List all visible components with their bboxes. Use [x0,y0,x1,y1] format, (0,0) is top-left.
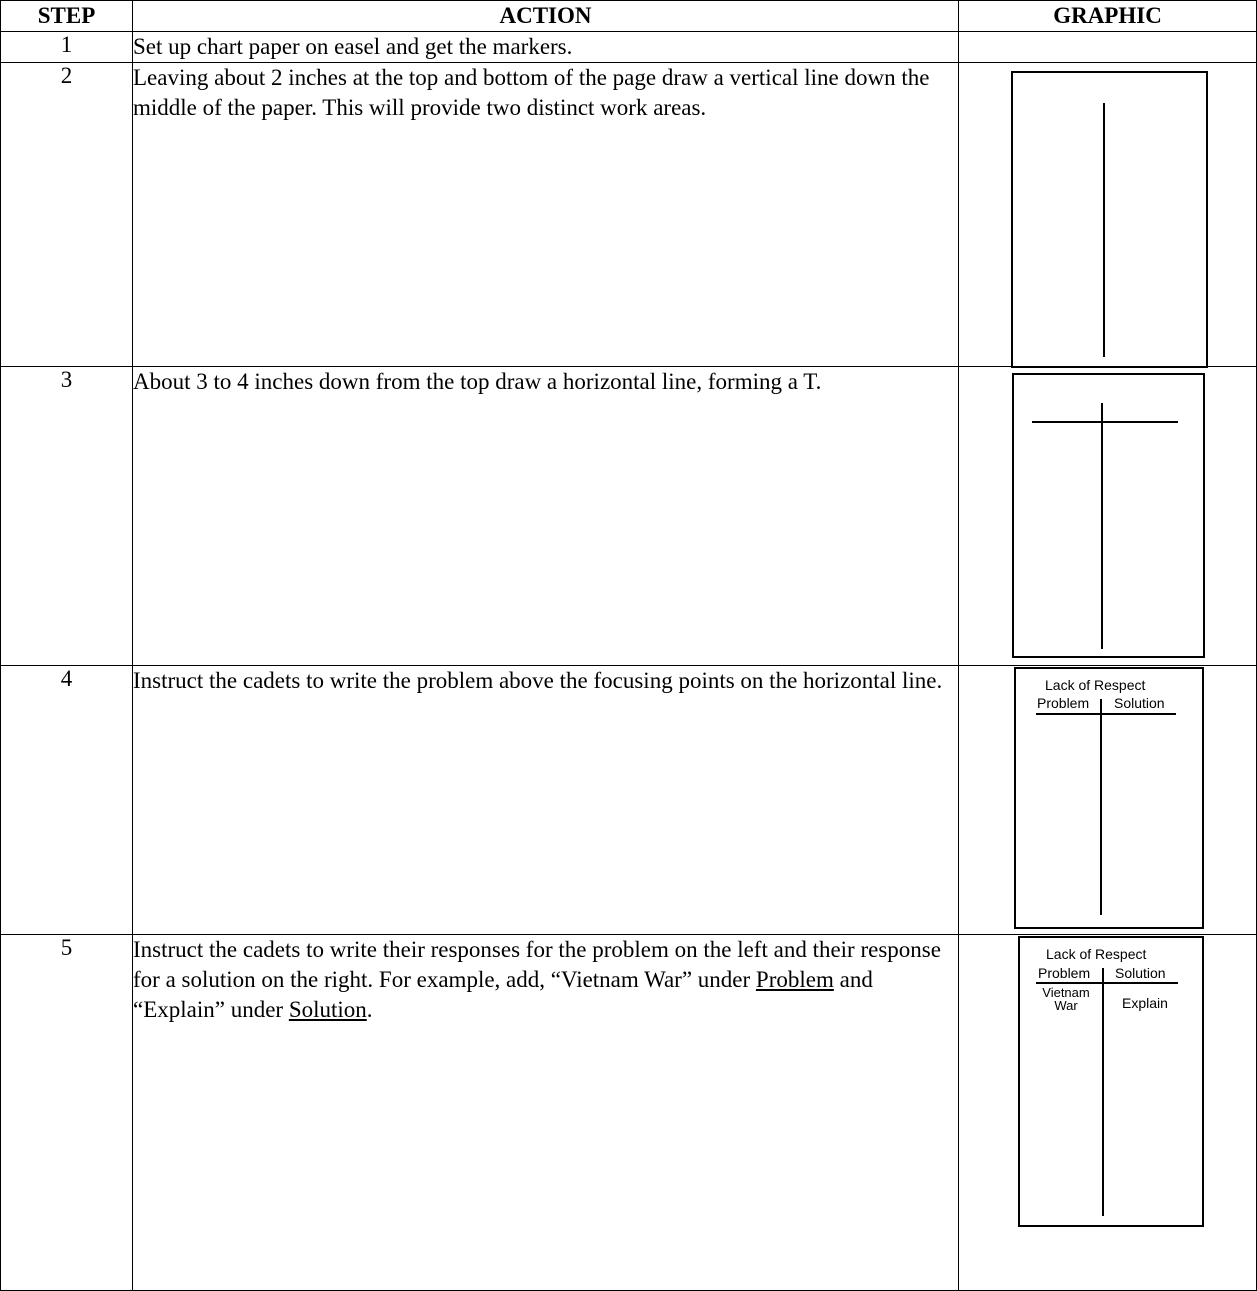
horizontal-line [1032,421,1178,423]
header-step: STEP [1,1,133,32]
example-problem-line1: Vietnam [1042,985,1090,1000]
horizontal-line [1036,982,1178,984]
vertical-line [1102,968,1104,1216]
step-graphic [959,367,1257,666]
figure-problem-label: Problem [1037,695,1090,711]
step-action: Instruct the cadets to write the problem above the focusing points on the horizontal line. [133,666,959,935]
chart-paper-figure [1011,71,1208,368]
table-row [1,367,1257,666]
figure-title: Lack of Respect [1045,677,1146,693]
figure-problem-label: Problem [1038,965,1091,981]
step-graphic [959,666,1257,935]
table-row [1,935,1257,1291]
header-action: ACTION [133,1,959,32]
step-action: Set up chart paper on easel and get the markers. [133,32,959,63]
chart-paper-figure [1018,936,1204,1227]
action-text: and “Explain” under [133,967,873,1022]
step-action: Leaving about 2 inches at the top and bottom of the page draw a vertical line down the middle of the paper. This will provide two distinct work areas. [133,63,959,367]
step-action: About 3 to 4 inches down from the top draw a horizontal line, forming a T. [133,367,959,666]
chart-paper-figure [1012,373,1205,658]
figure-title: Lack of Respect [1046,946,1147,962]
figure-solution-label: Solution [1114,695,1165,711]
step-number: 1 [1,32,133,63]
vertical-line [1100,699,1102,915]
step-graphic [959,63,1257,367]
example-problem-line2: War [1054,998,1078,1013]
figure-solution-label: Solution [1115,965,1166,981]
step-number: 3 [1,367,133,666]
example-solution: Explain [1122,995,1168,1011]
header-row [1,1,1257,32]
table-row [1,666,1257,935]
solution-underlined: Solution [288,997,367,1022]
step-action [133,935,959,1291]
header-graphic: GRAPHIC [959,1,1257,32]
example-problem [1036,986,1096,1012]
horizontal-line [1036,713,1176,715]
step-graphic [959,935,1257,1291]
vertical-line [1101,403,1103,649]
table-row [1,63,1257,367]
action-text: Instruct the cadets to write their responses for the problem on the left and their response for a solution on the right. For example, add, “Vietnam War” under [133,937,941,992]
step-number: 5 [1,935,133,1291]
action-text: . [366,997,373,1022]
vertical-line [1103,103,1105,357]
step-graphic-empty [959,32,1257,63]
table-row [1,32,1257,63]
chart-paper-figure [1014,667,1204,929]
step-number: 2 [1,63,133,367]
problem-underlined: Problem [755,967,834,992]
step-number: 4 [1,666,133,935]
